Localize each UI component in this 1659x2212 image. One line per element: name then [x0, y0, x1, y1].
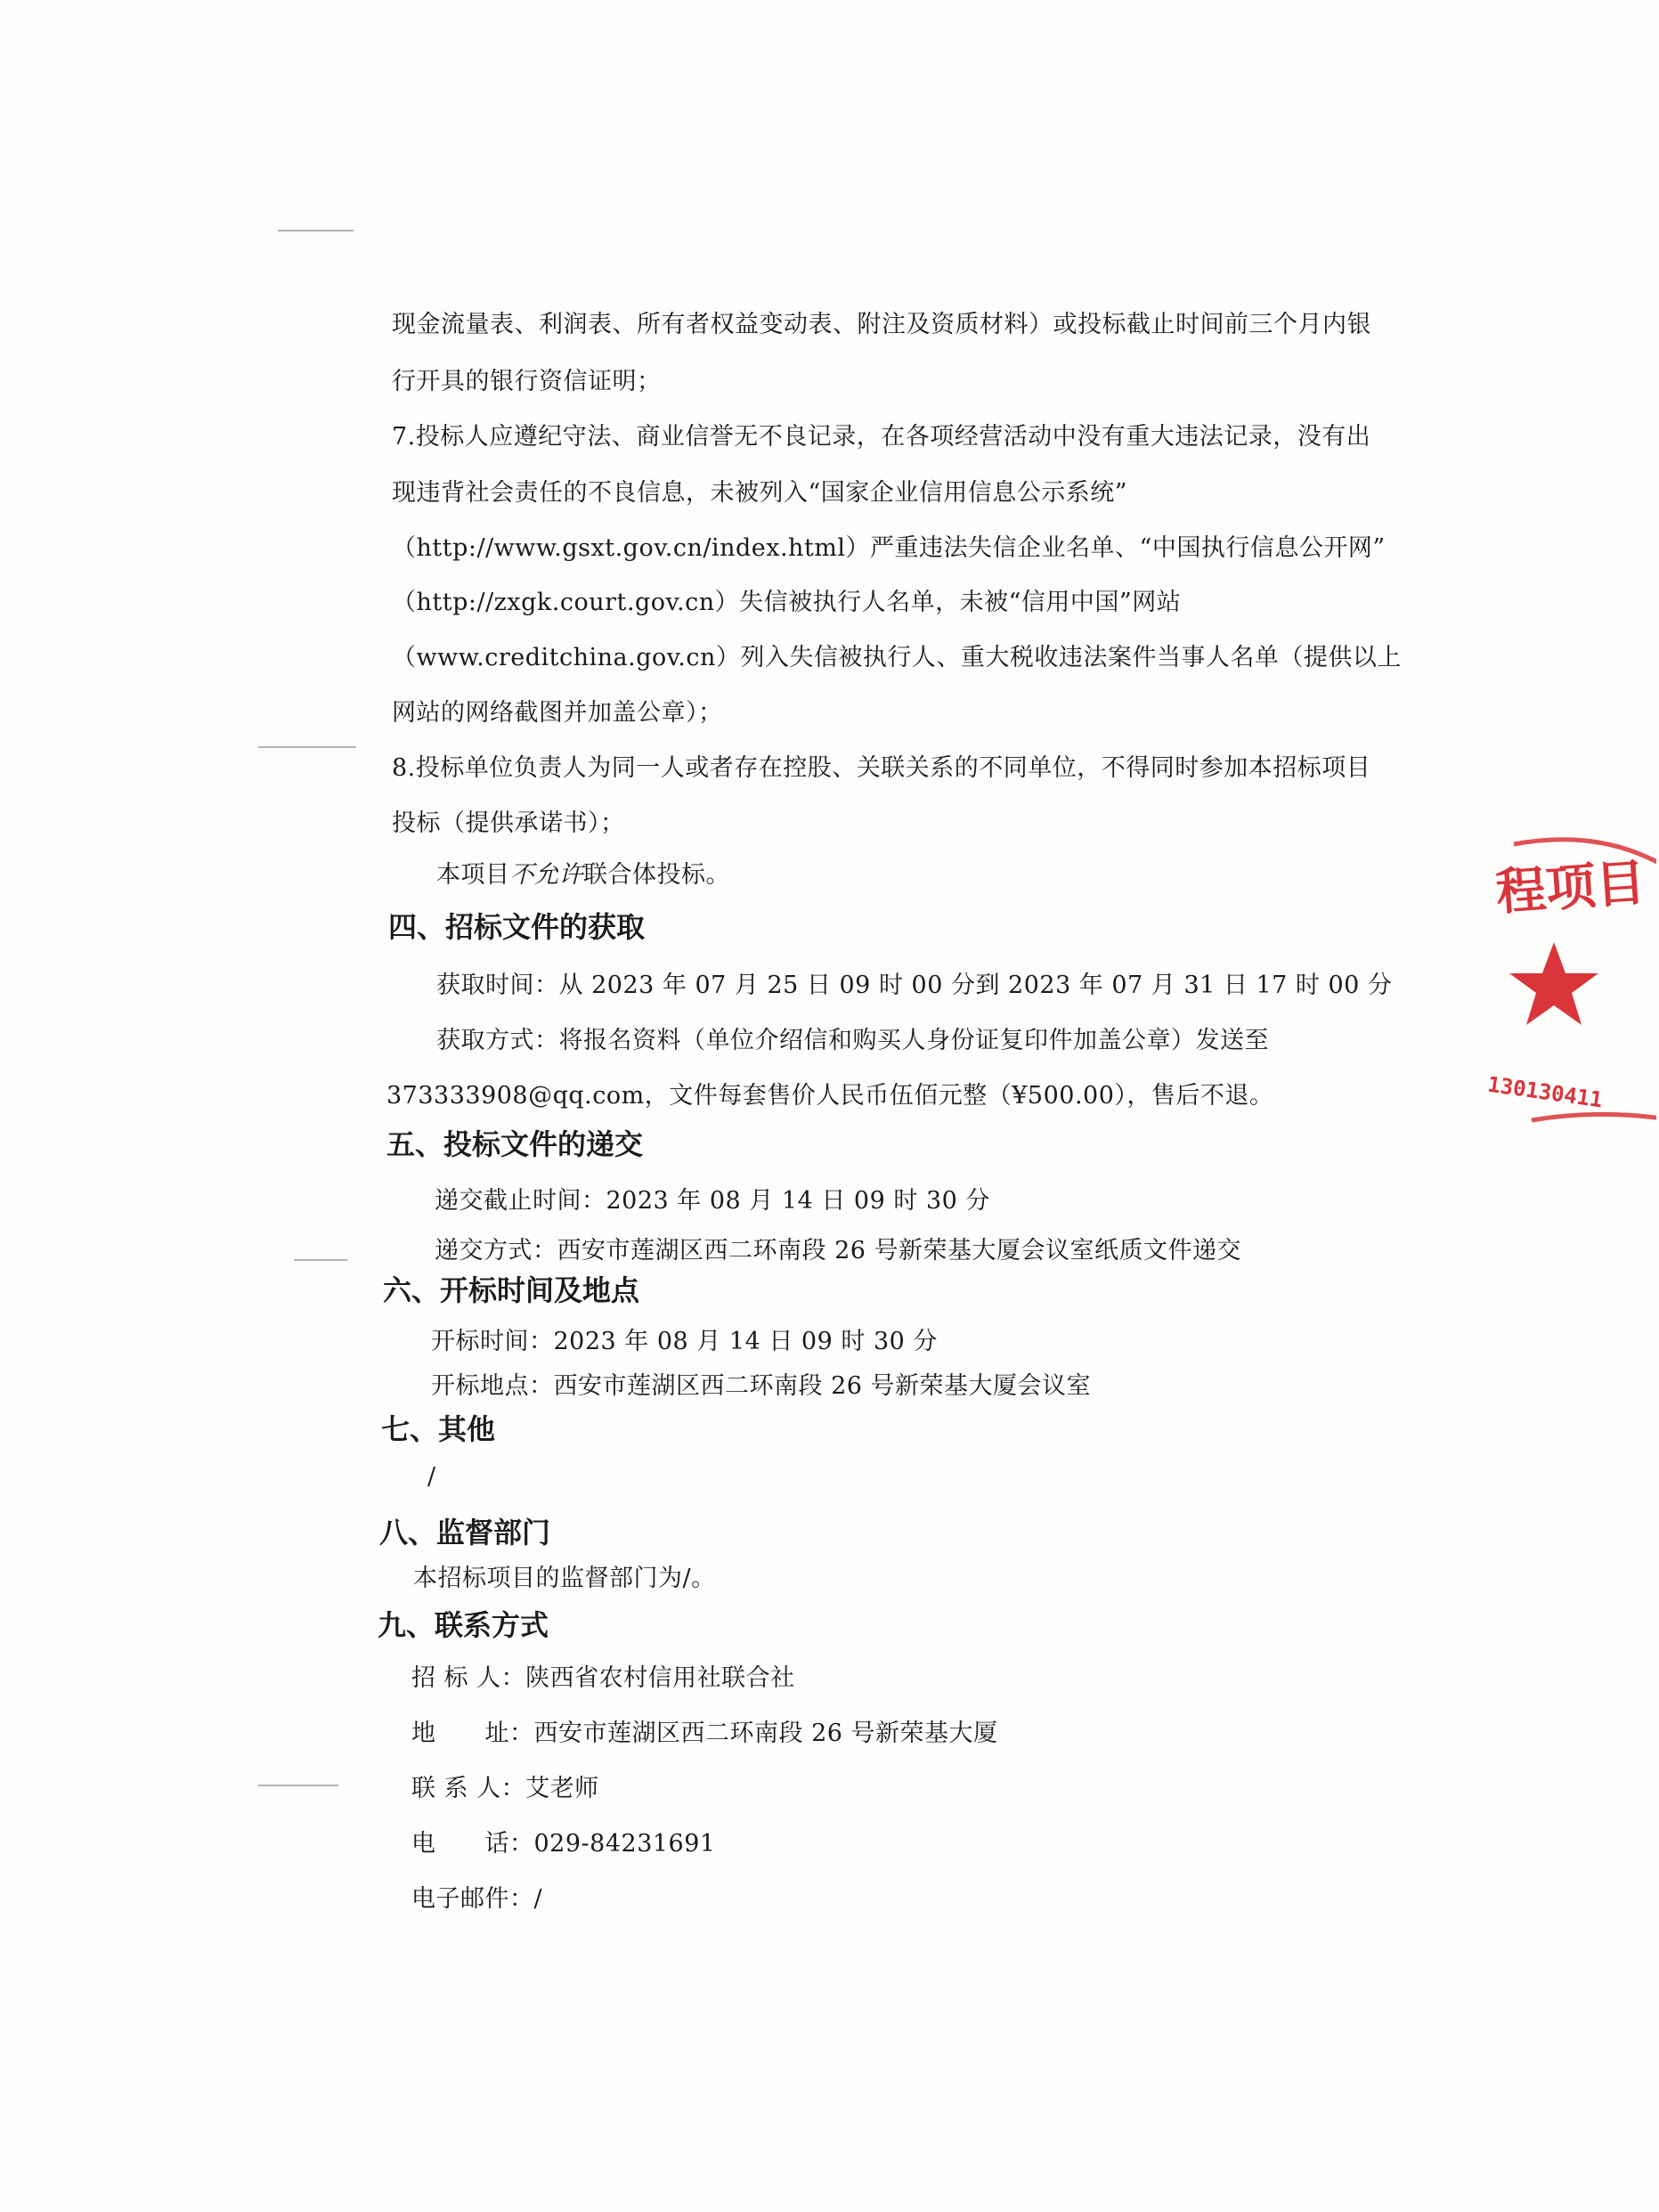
scan-speck	[258, 746, 356, 748]
section-heading: 五、投标文件的递交	[386, 1127, 644, 1161]
contact-address: 地 址：西安市莲湖区西二环南段 26 号新荣基大厦	[411, 1720, 998, 1747]
paragraph-line: （http://zxgk.court.gov.cn）失信被执行人名单，未被“信用中国”网站	[392, 589, 1182, 616]
paragraph-line: 现金流量表、利润表、所有者权益变动表、附注及资质材料）或投标截止时间前三个月内银	[392, 311, 1371, 338]
contact-tenderer: 招 标 人：陕西省农村信用社联合社	[411, 1664, 795, 1692]
paragraph-line: 行开具的银行资信证明；	[392, 368, 662, 395]
section-heading: 九、联系方式	[378, 1608, 549, 1642]
seal-star-icon	[1509, 942, 1598, 1025]
scan-speck	[294, 1259, 347, 1261]
section-heading: 四、招标文件的获取	[388, 910, 646, 944]
paragraph-line: （http://www.gsxt.gov.cn/index.html）严重违法失信企业名单、“中国执行信息公开网”	[392, 534, 1386, 562]
supervision-content: 本招标项目的监督部门为/。	[413, 1565, 716, 1592]
official-seal	[1478, 835, 1656, 1138]
consortium-italic: 不允许	[509, 861, 583, 889]
paragraph-line: 网站的网络截图并加盖公章）；	[392, 699, 723, 727]
contact-phone: 电 话：029-84231691	[411, 1830, 716, 1858]
paragraph-line: 现违背社会责任的不良信息，未被列入“国家企业信用信息公示系统”	[392, 479, 1128, 507]
scan-speck	[278, 230, 354, 232]
opening-time: 开标时间：2023 年 08 月 14 日 09 时 30 分	[431, 1328, 938, 1355]
other-content: /	[427, 1463, 436, 1491]
consortium-prefix: 本项目	[436, 861, 510, 889]
contact-person: 联 系 人：艾老师	[411, 1775, 599, 1802]
section-heading: 七、其他	[381, 1412, 496, 1446]
seal-text: 程项目	[1493, 852, 1648, 923]
acquisition-method: 获取方式：将报名资料（单位介绍信和购买人身份证复印件加盖公章）发送至	[436, 1027, 1269, 1054]
acquisition-time: 获取时间：从 2023 年 07 月 25 日 09 时 00 分到 2023 年 07 月 31 日 17 时 00 分	[436, 972, 1393, 999]
acquisition-method-cont: 373333908@qq.com，文件每套售价人民币伍佰元整（¥500.00），售后不退。	[386, 1082, 1274, 1110]
submission-method: 递交方式：西安市莲湖区西二环南段 26 号新荣基大厦会议室纸质文件递交	[435, 1237, 1242, 1265]
paragraph-line: 投标（提供承诺书）；	[392, 809, 625, 837]
contact-email: 电子邮件：/	[411, 1885, 543, 1913]
section-heading: 八、监督部门	[379, 1516, 551, 1549]
paragraph-line: （www.creditchina.gov.cn）列入失信被执行人、重大税收违法案件当事人名单（提供以上	[392, 644, 1402, 671]
section-heading: 六、开标时间及地点	[383, 1273, 640, 1307]
opening-place: 开标地点：西安市莲湖区西二环南段 26 号新荣基大厦会议室	[431, 1372, 1092, 1400]
scan-speck	[258, 1785, 338, 1786]
consortium-note	[436, 858, 730, 892]
paragraph-line: 8.投标单位负责人为同一人或者存在控股、关联关系的不同单位，不得同时参加本招标项目	[392, 754, 1371, 782]
submission-deadline: 递交截止时间：2023 年 08 月 14 日 09 时 30 分	[435, 1187, 990, 1215]
paragraph-line: 7.投标人应遵纪守法、商业信誉无不良记录，在各项经营活动中没有重大违法记录，没有出	[392, 423, 1371, 451]
seal-number: 130130411	[1485, 1071, 1605, 1113]
consortium-suffix: 联合体投标。	[583, 861, 730, 889]
